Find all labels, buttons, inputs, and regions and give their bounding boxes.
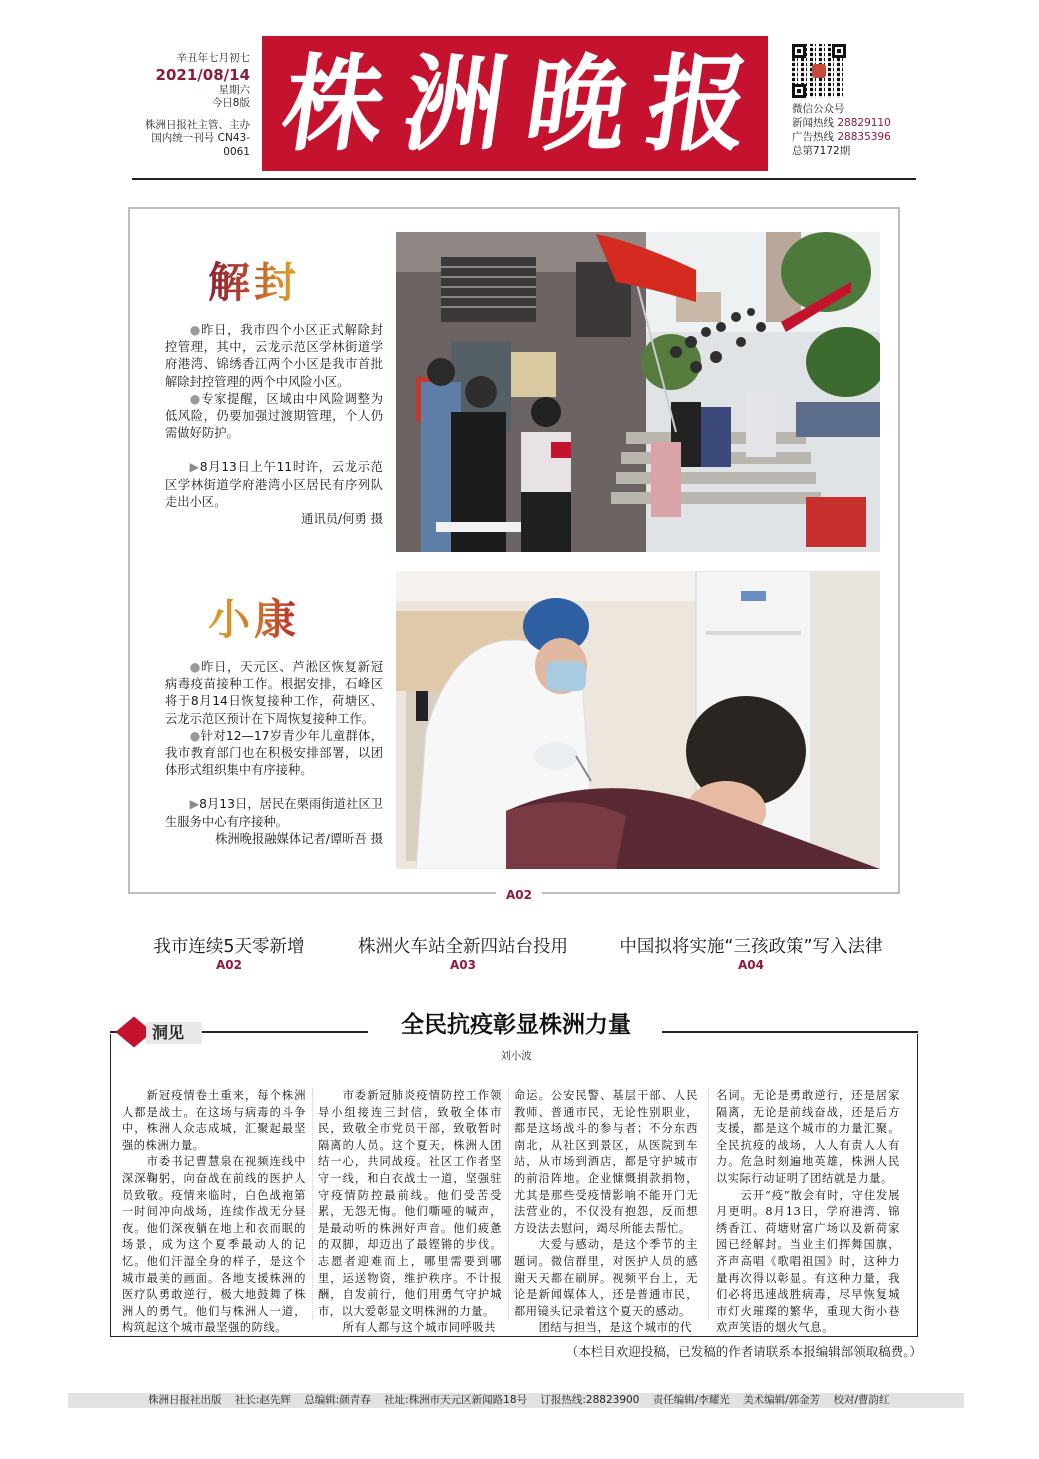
opinion-title: 全民抗疫彰显株洲力量 xyxy=(401,1012,631,1038)
ad-hotline: 广告热线 28835396 xyxy=(792,131,891,143)
headline-page-ref: A04 xyxy=(738,958,764,972)
ad-hotline-number: 28835396 xyxy=(837,131,891,143)
headline-link[interactable] xyxy=(348,936,578,972)
footer-item: 订报热线:28823900 xyxy=(540,1394,640,1406)
opinion-column-1 xyxy=(122,1088,306,1337)
opinion-column-badge xyxy=(122,1018,204,1048)
qr-label: 微信公众号 xyxy=(792,103,845,115)
headline-link[interactable] xyxy=(610,936,892,972)
story1-paragraph: ●专家提醒，区域由中风险调整为低风险，仍要加强过渡期管理，个人仍需做好防护。 xyxy=(165,391,383,441)
story2-photo-caption: ▶8月13日，居民在栗雨街道社区卫生服务中心有序接种。 xyxy=(165,797,383,829)
submission-note: （本栏目欢迎投稿，已发稿的作者请联系本报编辑部领取稿费。） xyxy=(565,1344,922,1359)
headline-title: 中国拟将实施“三孩政策”写入法律 xyxy=(619,937,883,957)
bullet-icon: ● xyxy=(189,323,202,337)
headline-page-ref: A03 xyxy=(450,958,476,972)
issue-date: 2021/08/14 xyxy=(155,65,250,84)
footer-item: 责任编辑/李耀光 xyxy=(652,1394,730,1406)
story2-photo[interactable] xyxy=(396,571,880,869)
logo-char: 报 xyxy=(639,41,755,166)
opinion-column-3 xyxy=(514,1088,698,1337)
arrow-right-icon: ▶ xyxy=(189,797,200,812)
opinion-column-2 xyxy=(318,1088,502,1337)
column-divider xyxy=(312,1088,313,1320)
opinion-column-4 xyxy=(716,1088,900,1337)
masthead-contact-block xyxy=(792,44,932,158)
reopening-scene-image xyxy=(396,232,880,552)
logo-char: 洲 xyxy=(396,41,512,166)
bullet-icon: ● xyxy=(189,728,201,743)
opinion-paragraph: 市委新冠肺炎疫情防控工作领导小组接连三封信，致敬全体市民，致敬全市党员干部，致敬暂时隔离的人员。这个夏天，株洲人团结一心，共同战疫。社区工作者坚守一线，和白衣战士一道，坚强驻守疫情防控最前线。他们受苦受累，无怨无悔。他们嘶哑的喊声，是最动听的株洲好声音。他们疲惫的双脚，却迈出了最铿锵的步伐。志愿者迎难而上，哪里需要到哪里，运送物资，维护秩序。不计报酬，自发前行，他们用勇气守护城市，以大爱彰显文明株洲的力量。 xyxy=(318,1089,502,1318)
footer-item: 美术编辑/郭金芳 xyxy=(743,1394,821,1406)
bullet-icon: ● xyxy=(189,660,202,674)
weekday: 星期六 xyxy=(218,83,250,96)
opinion-paragraph: 命运。公安民警、基层干部、人民教师、普通市民，无论性别职业，都是这场战斗的参与者；不分东西南北，从社区到景区，从医院到车站，从市场到酒店，都是守护城市的前沿阵地。企业慷慨捐款捐物，尤其是那些受疫情影响不能开门无法营业的，不仅没有抱怨，反而想方设法去慰问，竭尽所能去帮忙。 xyxy=(514,1089,698,1235)
footer-item: 校对/曹韵红 xyxy=(833,1394,890,1406)
bullet-icon: ● xyxy=(189,391,202,406)
headline-link[interactable] xyxy=(144,936,314,972)
story1-photo-credit: 通讯员/何勇 摄 xyxy=(301,512,383,527)
headline-title: 我市连续5天零新增 xyxy=(153,937,305,957)
opinion-paragraph: 新冠疫情卷土重来，每个株洲人都是战士。在这场与病毒的斗争中，株洲人众志成城，汇聚起最坚强的株洲力量。 xyxy=(122,1089,306,1152)
footer-item: 社长:赵先辉 xyxy=(234,1394,291,1406)
wechat-qr-code-icon[interactable] xyxy=(792,44,846,98)
footer-credits xyxy=(148,1393,900,1408)
feature-page-tag[interactable]: A02 xyxy=(496,887,542,903)
news-hotline: 新闻热线 28829110 xyxy=(792,117,891,129)
story1-photo[interactable] xyxy=(396,232,880,552)
masthead-date-block xyxy=(130,52,250,159)
story1-text xyxy=(165,322,383,528)
footer-item: 总编辑:颜青春 xyxy=(304,1394,371,1406)
story2-paragraph: ●针对12—17岁青少年儿童群体，我市教育部门也在积极安排部署，以团体形式组织集中有序接种。 xyxy=(165,728,384,778)
logo-char: 株 xyxy=(275,41,391,166)
story2-title: 小康 xyxy=(208,595,301,644)
domestic-serial: 国内统一刊号 CN43-0061 xyxy=(151,132,250,158)
headline-page-ref: A02 xyxy=(216,958,242,972)
story2-photo-credit: 株洲晚报融媒体记者/谭昕吾 摄 xyxy=(215,831,383,846)
arrow-right-icon: ▶ xyxy=(189,460,200,475)
column-divider xyxy=(708,1088,709,1320)
newspaper-logo xyxy=(262,36,768,171)
opinion-paragraph: 所有人都与这个城市同呼吸共 xyxy=(342,1321,496,1335)
opinion-paragraph: 市委书记曹慧泉在视频连线中深深鞠躬，向奋战在前线的医护人员致敬。疫情来临时，白色战袍第一时间冲向战场，连续作战无分昼夜。他们深夜躺在地上和衣而眠的场景，成为这个夏季最动人的记忆。他们汗湿全身的样子，是这个城市最美的画面。各地支援株洲的医疗队勇敢逆行，极大地鼓舞了株洲人的勇气。他们与株洲人一道，构筑起这个城市最坚强的防线。 xyxy=(122,1155,306,1335)
issue-number: 总第7172期 xyxy=(792,145,851,157)
opinion-paragraph: 大爱与感动，是这个季节的主题词。微信群里，对医护人员的感谢天天都在刷屏。视频平台上，无论是新闻媒体人，还是普通市民，都用镜头记录着这个夏天的感动。 xyxy=(514,1238,698,1318)
opinion-column-label: 洞见 xyxy=(152,1023,185,1042)
masthead-divider xyxy=(132,178,916,180)
opinion-title-rule xyxy=(662,1031,918,1033)
logo-char: 晚 xyxy=(518,41,634,166)
lunar-date: 辛丑年七月初七 xyxy=(176,52,250,64)
story1-title: 解封 xyxy=(208,258,301,307)
footer-item: 社址:株洲市天元区新闻路18号 xyxy=(384,1394,528,1406)
story1-paragraph: ●昨日，我市四个小区正式解除封控管理，其中，云龙示范区学林街道学府港湾、锦绣香江两个小区是我市首批解除封控管理的两个中风险小区。 xyxy=(165,323,383,389)
headline-title: 株洲火车站全新四站台投用 xyxy=(358,937,568,957)
opinion-paragraph: 团结与担当，是这个城市的代 xyxy=(538,1321,692,1335)
opinion-paragraph: 云开“疫”散会有时，守住发展月更明。8月13日，学府港湾、锦绣香江、荷塘财富广场以及新荷家园已经解封。当业主们挥舞国旗，齐声高唱《歌唱祖国》时，这种力量再次得以彰显。有这种力量，我们必将迅速战胜病毒，尽早恢复城市灯火璀璨的繁华，重现大街小巷欢声笑语的烟火气息。 xyxy=(716,1188,900,1335)
story2-paragraph: ●昨日，天元区、芦淞区恢复新冠病毒疫苗接种工作。根据安排，石峰区将于8月14日恢复接种工作，荷塘区、云龙示范区预计在下周恢复接种工作。 xyxy=(165,660,383,726)
story2-text xyxy=(165,659,383,848)
news-hotline-number: 28829110 xyxy=(837,117,891,129)
edition-count: 今日8版 xyxy=(211,97,250,109)
vaccination-scene-image xyxy=(396,571,880,869)
column-divider xyxy=(508,1088,509,1320)
footer-item: 株洲日报社出版 xyxy=(148,1394,222,1406)
story1-photo-caption: ▶8月13日上午11时许，云龙示范区学林街道学府港湾小区居民有序列队走出小区。 xyxy=(165,460,383,509)
opinion-paragraph: 名词。无论是勇敢逆行，还是居家隔离，无论是前线奋战，还是后方支援，都是这个城市的力量汇聚。全民抗疫的战场，人人有责人人有力。危急时刻遍地英雄，株洲人民以实际行动证明了团结就是力量。 xyxy=(716,1089,900,1185)
publisher-note: 株洲日报社主管、主办 xyxy=(145,118,250,131)
opinion-author: 刘小波 xyxy=(500,1050,532,1062)
